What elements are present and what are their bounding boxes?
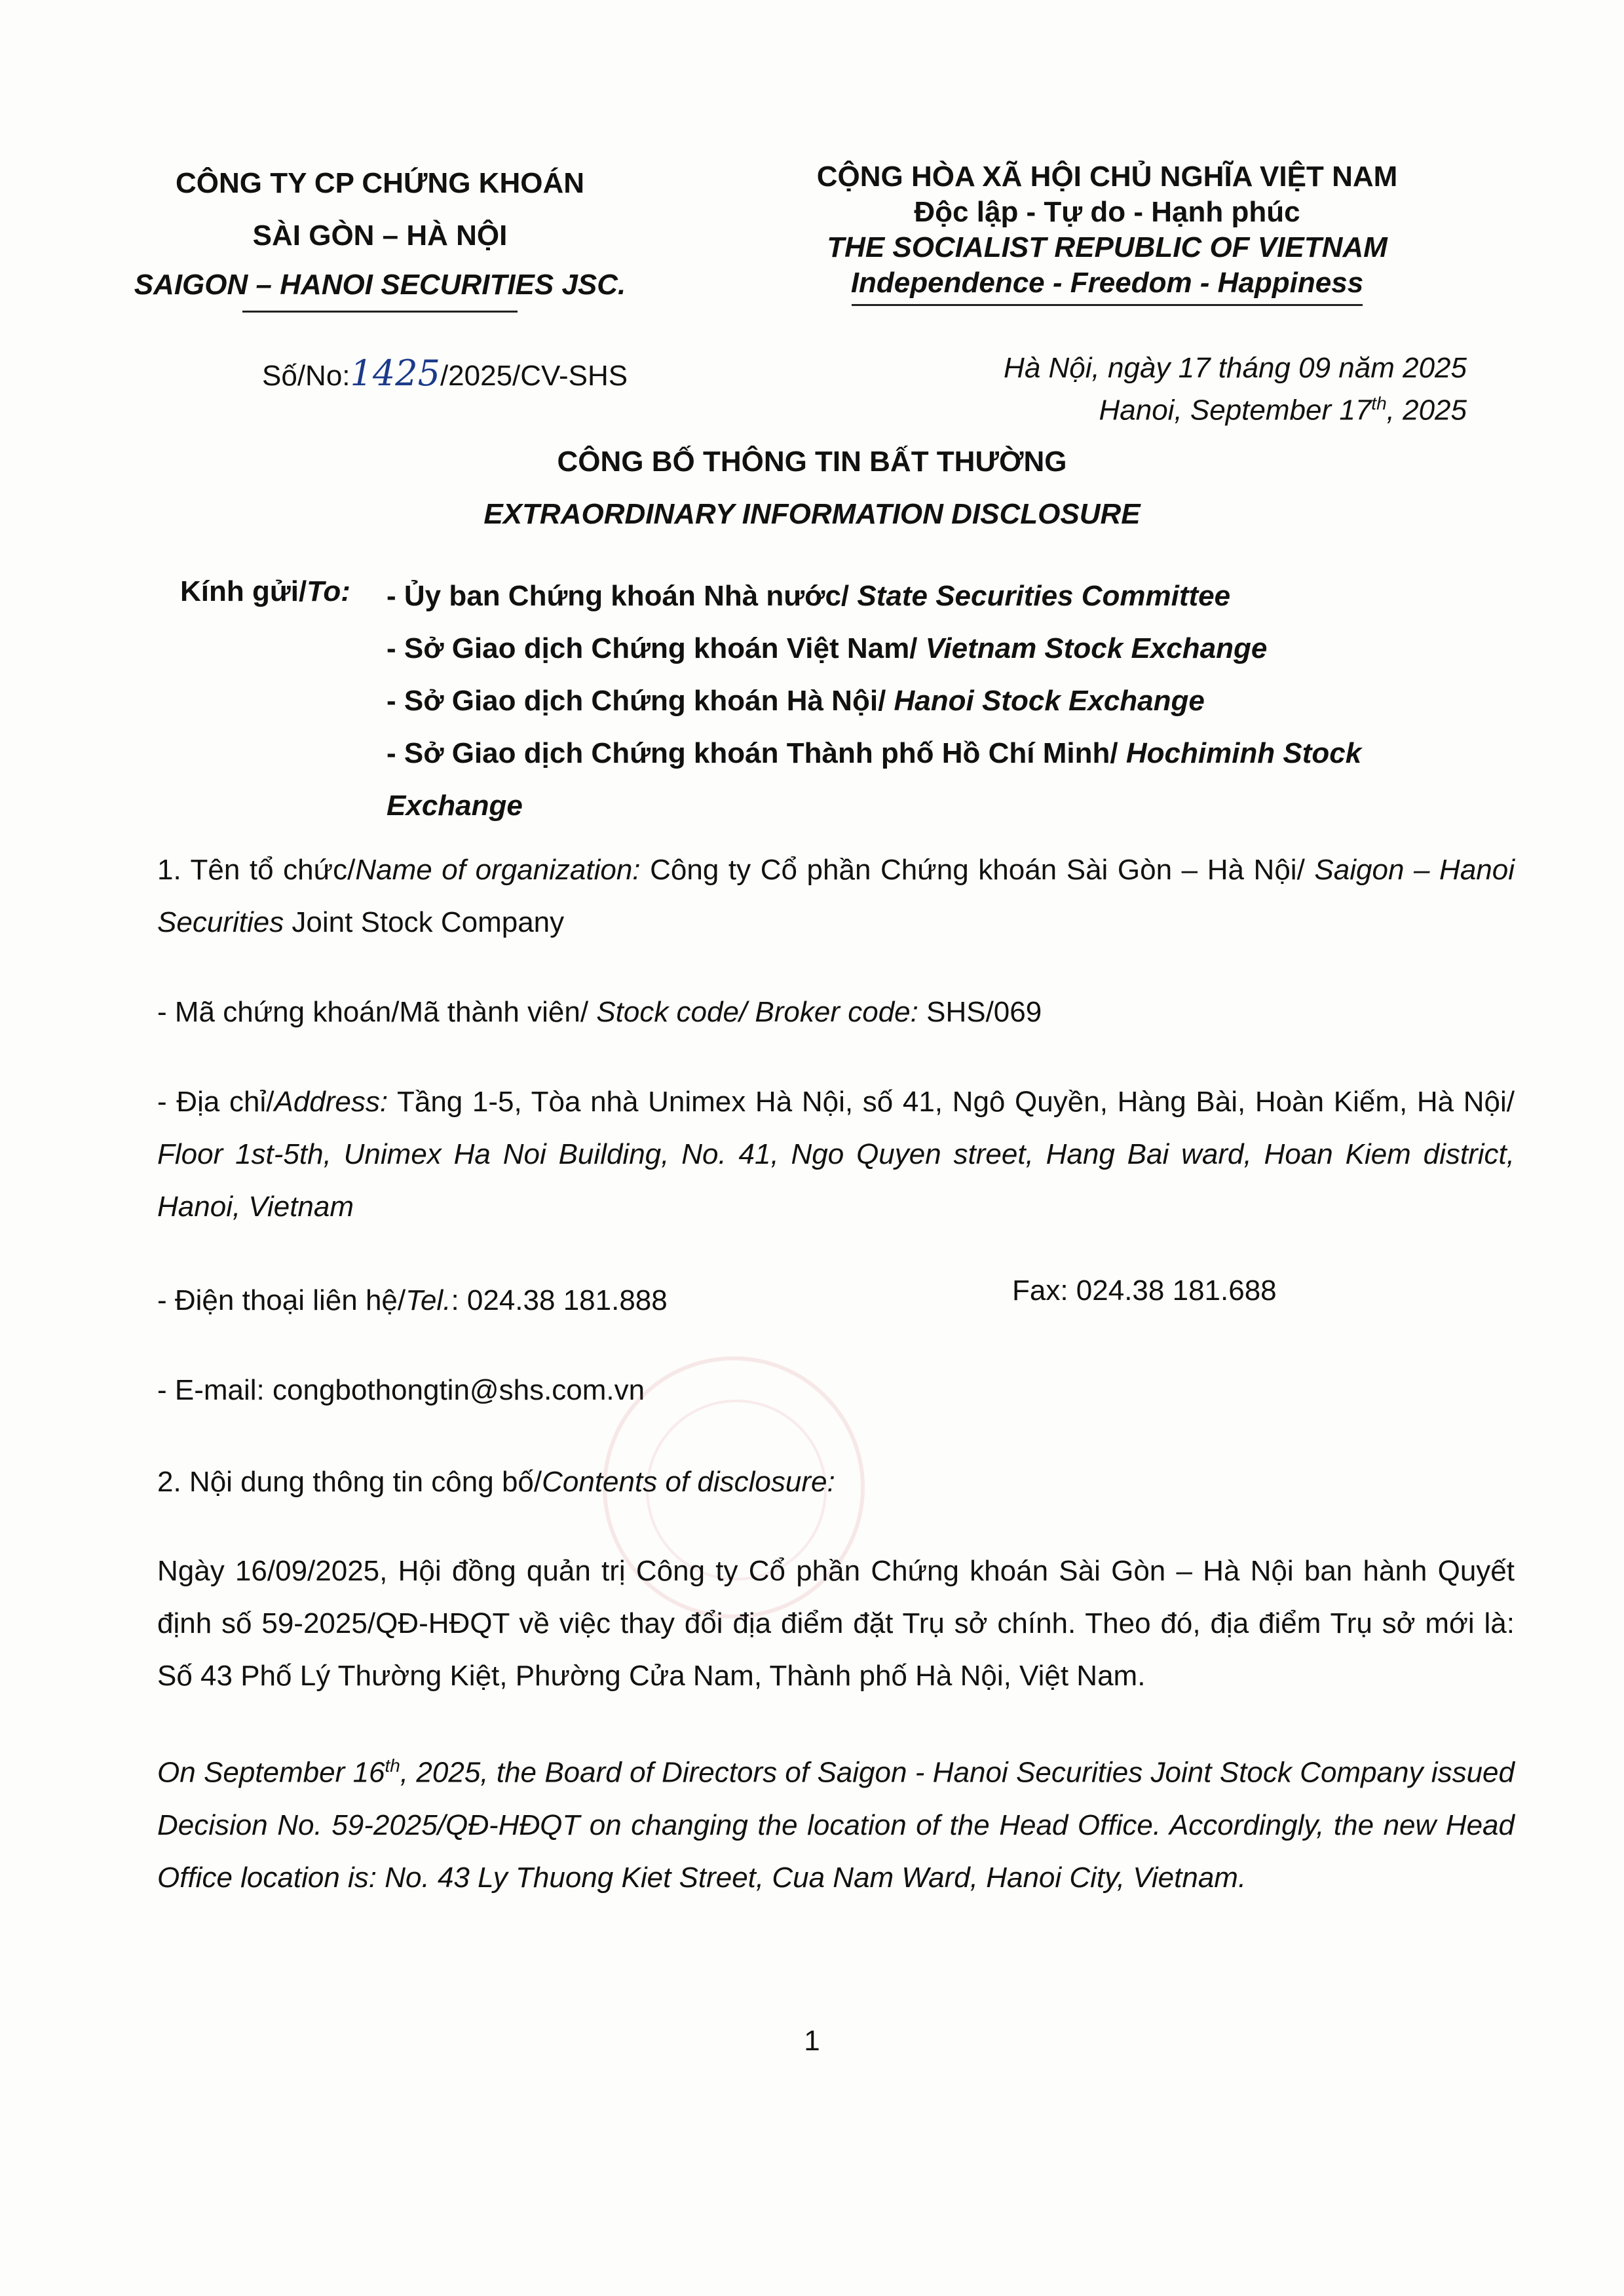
para-en-prefix: On September 16 (157, 1756, 385, 1789)
title-vn: CÔNG BỐ THÔNG TIN BẤT THƯỜNG (557, 446, 1067, 478)
phone-line (157, 1274, 943, 1327)
recipient-en: Vietnam Stock Exchange (925, 632, 1268, 664)
email-line: - E-mail: congbothongtin@shs.com.vn (157, 1374, 645, 1406)
org-name-line (157, 844, 1515, 949)
recipient-item (387, 675, 1467, 727)
recipient-item (387, 622, 1467, 675)
date-en-prefix: Hanoi, September 17 (1099, 394, 1372, 427)
contents-label-en: Contents of disclosure: (542, 1466, 835, 1498)
phone-label-en: Tel. (406, 1284, 451, 1316)
recipient-item (387, 727, 1467, 832)
recipients-label-vn: Kính gửi/ (180, 575, 307, 607)
date-en-suffix: , 2025 (1386, 394, 1467, 427)
doc-number-handwritten: 1425 (350, 353, 440, 394)
doc-number-prefix: Số/No: (262, 360, 350, 392)
national-title-en: THE SOCIALIST REPUBLIC OF VIETNAM (827, 231, 1388, 263)
address-line (157, 1076, 1515, 1233)
stock-code-line (157, 986, 1515, 1039)
recipient-en: Hochiminh Stock Exchange (387, 737, 1362, 822)
disclosure-paragraph-en (157, 1740, 1515, 1904)
recipient-vn: - Ủy ban Chứng khoán Nhà nước/ (387, 580, 858, 612)
doc-number-suffix: /2025/CV-SHS (440, 360, 628, 392)
address-label-vn: - Địa chỉ/ (157, 1086, 274, 1118)
recipient-en: Hanoi Stock Exchange (894, 685, 1205, 717)
recipient-vn: - Sở Giao dịch Chứng khoán Việt Nam/ (387, 632, 926, 664)
phone-value: : 024.38 181.888 (451, 1284, 668, 1316)
recipient-vn: - Sở Giao dịch Chứng khoán Thành phố Hồ Chí Minh/ (387, 737, 1126, 769)
stock-code-label-vn: - Mã chứng khoán/Mã thành viên/ (157, 996, 597, 1028)
address-value-vn: Tầng 1-5, Tòa nhà Unimex Hà Nội, số 41, Ngô Quyền, Hàng Bài, Hoàn Kiếm, Hà Nội/ (388, 1086, 1515, 1118)
recipients-label-en: To: (307, 575, 350, 607)
org-value-en: Saigon – Hanoi Securities (157, 854, 1515, 938)
national-header (753, 157, 1461, 306)
company-name-vn-line1: CÔNG TY CP CHỨNG KHOÁN (175, 167, 585, 199)
stock-code-value: SHS/069 (918, 996, 1042, 1028)
contents-label-vn: 2. Nội dung thông tin công bố/ (157, 1466, 542, 1498)
fax-line: Fax: 024.38 181.688 (1012, 1274, 1277, 1307)
date-en-sup: th (1371, 393, 1387, 413)
company-name-vn-line2: SÀI GÒN – HÀ NỘI (252, 220, 508, 252)
document-title (0, 436, 1624, 541)
national-header-underline (852, 304, 1363, 306)
para-en-rest: , 2025, the Board of Directors of Saigon - Hanoi Securities Joint Stock Company issued Decision No. 59-2025/QĐ-HĐQT on changing the location of the Head Office. Accordingly, the new Head Office location is: No. 43 Ly Thuong Kiet Street, Cua Nam Ward, Hanoi City, Vietnam. (157, 1756, 1515, 1894)
date-vn: Hà Nội, ngày 17 tháng 09 năm 2025 (1004, 352, 1467, 384)
recipient-en: State Securities Committee (857, 580, 1231, 612)
disclosure-paragraph-vn: Ngày 16/09/2025, Hội đồng quản trị Công ty Cổ phần Chứng khoán Sài Gòn – Hà Nội ban hành Quyết định số 59-2025/QĐ-HĐQT về việc thay đổi địa điểm đặt Trụ sở chính. Theo đó, địa điểm Trụ sở mới là: Số 43 Phố Lý Thường Kiệt, Phường Cửa Nam, Thành phố Hà Nội, Việt Nam. (157, 1555, 1515, 1692)
address-label-en: Address: (274, 1086, 388, 1118)
recipients-label (180, 575, 350, 608)
page-number: 1 (804, 2025, 820, 2057)
org-value-vn: Công ty Cổ phần Chứng khoán Sài Gòn – Hà Nội/ (640, 854, 1315, 886)
title-en: EXTRAORDINARY INFORMATION DISCLOSURE (483, 498, 1141, 530)
national-motto-vn: Độc lập - Tự do - Hạnh phúc (914, 196, 1300, 228)
phone-label-vn: - Điện thoại liên hệ/ (157, 1284, 406, 1316)
para-en-sup: th (385, 1755, 400, 1776)
recipient-vn: - Sở Giao dịch Chứng khoán Hà Nội/ (387, 685, 894, 717)
org-label-vn: 1. Tên tổ chức/ (157, 854, 356, 886)
company-header (131, 157, 629, 313)
contents-label (157, 1456, 1515, 1508)
recipients-list (387, 570, 1467, 832)
org-value-tail: Joint Stock Company (284, 906, 565, 938)
recipient-item (387, 570, 1467, 622)
address-value-en: Floor 1st-5th, Unimex Ha Noi Building, No. 41, Ngo Quyen street, Hang Bai ward, Hoan Kiem district, Hanoi, Vietnam (157, 1138, 1515, 1223)
document-date (1004, 351, 1467, 429)
document-number (262, 353, 628, 394)
national-title-vn: CỘNG HÒA XÃ HỘI CHỦ NGHĨA VIỆT NAM (816, 161, 1398, 193)
national-motto-en: Independence - Freedom - Happiness (850, 267, 1364, 299)
company-name-en: SAIGON – HANOI SECURITIES JSC. (134, 269, 626, 301)
stock-code-label-en: Stock code/ Broker code: (596, 996, 918, 1028)
company-header-underline (242, 311, 518, 313)
date-en (1004, 386, 1467, 429)
org-label-en: Name of organization: (355, 854, 641, 886)
